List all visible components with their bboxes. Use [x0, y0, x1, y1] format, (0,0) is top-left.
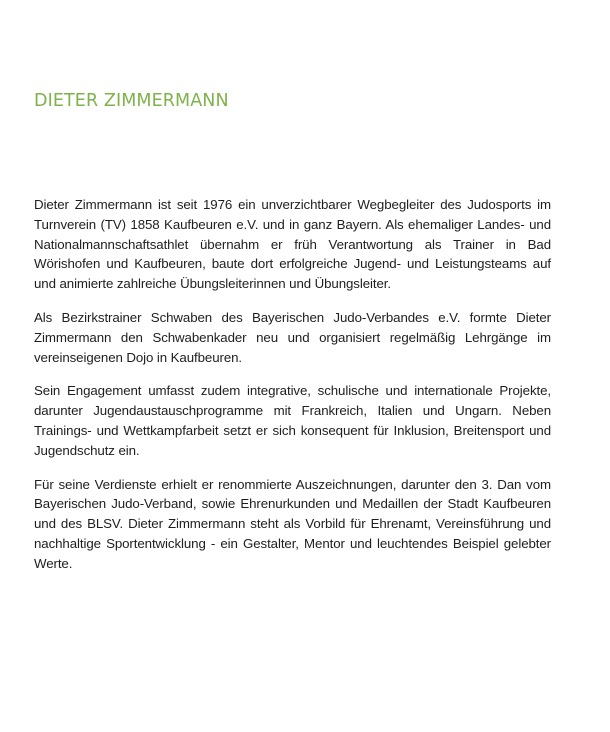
- paragraph-awards: Für seine Verdienste erhielt er renommierte Auszeichnungen, darunter den 3. Dan vom Bayerischen Judo-Verband, sowie Ehrenurkunden und Medaillen der Stadt Kaufbeuren und des BLSV. Dieter Zimmermann steht als Vorbild für Ehrenamt, Vereinsführung und nachhaltige Sportentwicklung - ein Gestalter, Mentor und leuchtendes Beispiel gelebter Werte.: [34, 476, 551, 571]
- page-title: DIETER ZIMMERMANN: [34, 91, 229, 111]
- paragraph-career: Dieter Zimmermann ist seit 1976 ein unverzichtbarer Wegbegleiter des Judosports im Turnverein (TV) 1858 Kaufbeuren e.V. und in ganz Bayern. Als ehemaliger Landes- und Nationalmannschaftsathlet übernahm er früh Verantwortung als Trainer in Bad Wörishofen und Kaufbeuren, baute dort erfolgreiche Jugend- und Leistungsteams auf und animierte zahlreiche Übungsleiterinnen und Übungsleiter.: [34, 197, 551, 292]
- biography-text: [34, 195, 551, 588]
- paragraph-engagement: Sein Engagement umfasst zudem integrative, schulische und internationale Projekte, darunter Jugendaustauschprogramme mit Frankreich, Italien und Ungarn. Neben Trainings- und Wettkampfarbeit setzt er sich konsequent für Inklusion, Breitensport und Jugendschutz ein.: [34, 383, 551, 458]
- paragraph-district-coach: Als Bezirkstrainer Schwaben des Bayerischen Judo-Verbandes e.V. formte Dieter Zimmermann den Schwabenkader neu und organisiert regelmäßig Lehrgänge im vereinseigenen Dojo in Kaufbeuren.: [34, 309, 551, 365]
